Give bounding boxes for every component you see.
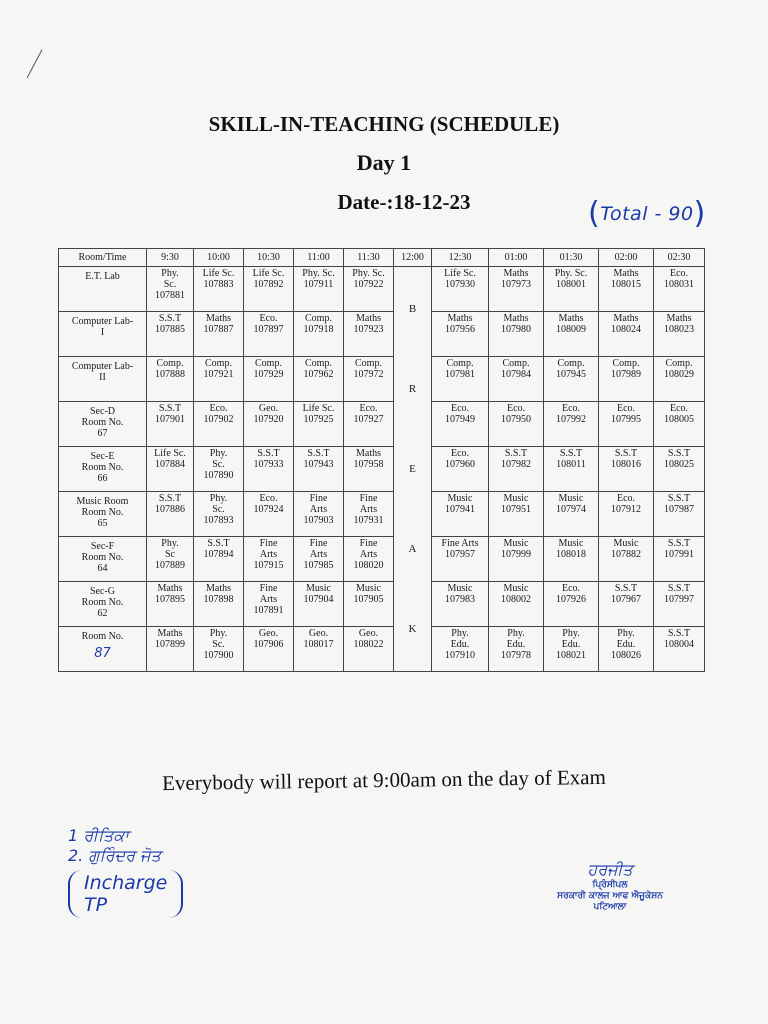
slot-cell: Eco. 107950 (489, 402, 544, 447)
slot-cell: Eco. 107992 (544, 402, 599, 447)
slot-cell: Phy. Edu. 107978 (489, 627, 544, 672)
slot-cell: Eco. 107897 (244, 312, 294, 357)
slot-cell: Geo. 108017 (294, 627, 344, 672)
slot-cell: S.S.T 107967 (599, 582, 654, 627)
room-cell: Room No. 87 (59, 627, 147, 672)
slot-cell: S.S.T 107997 (654, 582, 705, 627)
slot-cell: Music 107999 (489, 537, 544, 582)
table-row (59, 492, 705, 537)
table-row (59, 537, 705, 582)
break-letter: R (408, 382, 417, 395)
room-cell: Sec-E Room No. 66 (59, 447, 147, 492)
stamp-line: ਪਟਿਆਲਾ (593, 902, 627, 912)
room-cell: Sec-G Room No. 62 (59, 582, 147, 627)
header-cell: 02:30 (654, 249, 705, 267)
header-cell: 10:00 (194, 249, 244, 267)
slot-cell: Music 108002 (489, 582, 544, 627)
slot-cell: S.S.T 107886 (147, 492, 194, 537)
slot-cell: Maths 107958 (344, 447, 394, 492)
break-letter: A (408, 542, 417, 555)
header-cell: 02:00 (599, 249, 654, 267)
slot-cell: Maths 107898 (194, 582, 244, 627)
slot-cell: Comp. 107962 (294, 357, 344, 402)
slot-cell: Phy. Edu. 108026 (599, 627, 654, 672)
slot-cell: Phy. Sc. 107900 (194, 627, 244, 672)
room-cell: Computer Lab- II (59, 357, 147, 402)
incharge-block (68, 826, 183, 918)
slot-cell: Maths 107956 (432, 312, 489, 357)
document-title: SKILL-IN-TEACHING (SCHEDULE) (208, 112, 560, 136)
slot-cell: Eco. 107927 (344, 402, 394, 447)
slot-cell: Comp. 107888 (147, 357, 194, 402)
slot-cell: Eco. 107995 (599, 402, 654, 447)
slot-cell: Phy. Sc. 107922 (344, 267, 394, 312)
slot-cell: Eco. 107949 (432, 402, 489, 447)
slot-cell: Comp. 107972 (344, 357, 394, 402)
header-cell: Room/Time (59, 249, 147, 267)
header-cell: 01:00 (489, 249, 544, 267)
break-letter: K (408, 622, 417, 635)
slot-cell: Maths 107895 (147, 582, 194, 627)
slot-cell: S.S.T 107885 (147, 312, 194, 357)
slot-cell: Phy. Sc 107889 (147, 537, 194, 582)
slot-cell: Maths 107980 (489, 312, 544, 357)
slot-cell: S.S.T 108004 (654, 627, 705, 672)
table-row (59, 627, 705, 672)
slot-cell: Phy. Edu. 108021 (544, 627, 599, 672)
header-cell: 10:30 (244, 249, 294, 267)
slot-cell: Music 107904 (294, 582, 344, 627)
slot-cell: Fine Arts 107985 (294, 537, 344, 582)
slot-cell: Comp. 108029 (654, 357, 705, 402)
slot-cell: Phy. Sc. 107890 (194, 447, 244, 492)
slot-cell: Maths 108023 (654, 312, 705, 357)
slot-cell: Comp. 107918 (294, 312, 344, 357)
slot-cell: Phy. Sc. 107911 (294, 267, 344, 312)
break-column (394, 267, 432, 672)
break-letter: E (409, 462, 416, 475)
report-note: Everybody will report at 9:00am on the day of Exam (161, 764, 607, 796)
stamp-line: ਸਰਕਾਰੀ ਕਾਲਜ ਆਫ ਐਜੂਕੇਸ਼ਨ (557, 891, 663, 901)
slot-cell: Phy. Sc. 107893 (194, 492, 244, 537)
principal-signature: ਹਰਜੀਤ (587, 860, 633, 879)
slot-cell: S.S.T 108025 (654, 447, 705, 492)
slot-cell: Geo. 107920 (244, 402, 294, 447)
slot-cell: S.S.T 107933 (244, 447, 294, 492)
slot-cell: Fine Arts 107891 (244, 582, 294, 627)
slot-cell: Life Sc. 107930 (432, 267, 489, 312)
slot-cell: Maths 108024 (599, 312, 654, 357)
slot-cell: Phy. Sc. 107881 (147, 267, 194, 312)
header-cell: 01:30 (544, 249, 599, 267)
header-cell: 11:00 (294, 249, 344, 267)
slot-cell: Music 107974 (544, 492, 599, 537)
slot-cell: Eco. 107960 (432, 447, 489, 492)
slot-cell: Fine Arts 107931 (344, 492, 394, 537)
slot-cell: Eco. 107912 (599, 492, 654, 537)
incharge-label: Incharge TP (68, 870, 183, 918)
slot-cell: Comp. 107945 (544, 357, 599, 402)
slot-cell: Eco. 107926 (544, 582, 599, 627)
slot-cell: Comp. 107984 (489, 357, 544, 402)
slot-cell: Eco. 108005 (654, 402, 705, 447)
slot-cell: Geo. 107906 (244, 627, 294, 672)
room-cell: Music Room Room No. 65 (59, 492, 147, 537)
slot-cell: Maths 107899 (147, 627, 194, 672)
slot-cell: S.S.T 107894 (194, 537, 244, 582)
slot-cell: Music 108018 (544, 537, 599, 582)
room-cell: E.T. Lab (59, 267, 147, 312)
slot-cell: Comp. 107929 (244, 357, 294, 402)
document-date: Date-:18-12-23 (337, 190, 471, 214)
slot-cell: S.S.T 108011 (544, 447, 599, 492)
slot-cell: Comp. 107981 (432, 357, 489, 402)
slot-cell: Life Sc. 107883 (194, 267, 244, 312)
slot-cell: Comp. 107921 (194, 357, 244, 402)
room-cell: Sec-F Room No. 64 (59, 537, 147, 582)
incharge-name: 1 ਰੀਤਿਕਾ (68, 826, 129, 845)
table-header-row (59, 249, 705, 267)
room-cell: Sec-D Room No. 67 (59, 402, 147, 447)
schedule-table (58, 248, 705, 672)
slot-cell: Maths 107923 (344, 312, 394, 357)
slot-cell: Life Sc. 107884 (147, 447, 194, 492)
table-row (59, 447, 705, 492)
slot-cell: Music 107983 (432, 582, 489, 627)
slot-cell: Maths 107887 (194, 312, 244, 357)
table-row (59, 267, 705, 312)
slot-cell: Fine Arts 107957 (432, 537, 489, 582)
slot-cell: Maths 108015 (599, 267, 654, 312)
break-letter: B (408, 302, 417, 315)
slot-cell: Eco. 107902 (194, 402, 244, 447)
room-cell: Computer Lab- I (59, 312, 147, 357)
table-row (59, 402, 705, 447)
slot-cell: Maths 108009 (544, 312, 599, 357)
slot-cell: Geo. 108022 (344, 627, 394, 672)
slot-cell: Music 107882 (599, 537, 654, 582)
slot-cell: Phy. Sc. 108001 (544, 267, 599, 312)
slot-cell: S.S.T 107987 (654, 492, 705, 537)
principal-signature-block (540, 860, 680, 913)
table-row (59, 312, 705, 357)
table-row (59, 357, 705, 402)
slot-cell: S.S.T 107901 (147, 402, 194, 447)
slot-cell: Eco. 108031 (654, 267, 705, 312)
pen-tick-mark (27, 49, 44, 78)
stamp-line: ਪ੍ਰਿੰਸੀਪਲ (592, 880, 628, 890)
slot-cell: Phy. Edu. 107910 (432, 627, 489, 672)
slot-cell: Music 107905 (344, 582, 394, 627)
slot-cell: S.S.T 107991 (654, 537, 705, 582)
slot-cell: Maths 107973 (489, 267, 544, 312)
header-cell: 12:30 (432, 249, 489, 267)
slot-cell: S.S.T 108016 (599, 447, 654, 492)
header-cell: 11:30 (344, 249, 394, 267)
slot-cell: Fine Arts 107903 (294, 492, 344, 537)
header-cell: 12:00 (394, 249, 432, 267)
slot-cell: Comp. 107989 (599, 357, 654, 402)
slot-cell: Life Sc. 107892 (244, 267, 294, 312)
room-number-handwritten: 87 (94, 646, 111, 661)
slot-cell: S.S.T 107982 (489, 447, 544, 492)
slot-cell: Music 107941 (432, 492, 489, 537)
slot-cell: S.S.T 107943 (294, 447, 344, 492)
slot-cell: Fine Arts 108020 (344, 537, 394, 582)
slot-cell: Fine Arts 107915 (244, 537, 294, 582)
document-day: Day 1 (356, 150, 412, 175)
slot-cell: Life Sc. 107925 (294, 402, 344, 447)
slot-cell: Music 107951 (489, 492, 544, 537)
slot-cell: Eco. 107924 (244, 492, 294, 537)
incharge-name: 2. ਗੁਰਿੰਦਰ ਜੋਤ (68, 846, 161, 865)
table-row (59, 582, 705, 627)
total-note: (Total - 90) (588, 196, 706, 231)
header-cell: 9:30 (147, 249, 194, 267)
